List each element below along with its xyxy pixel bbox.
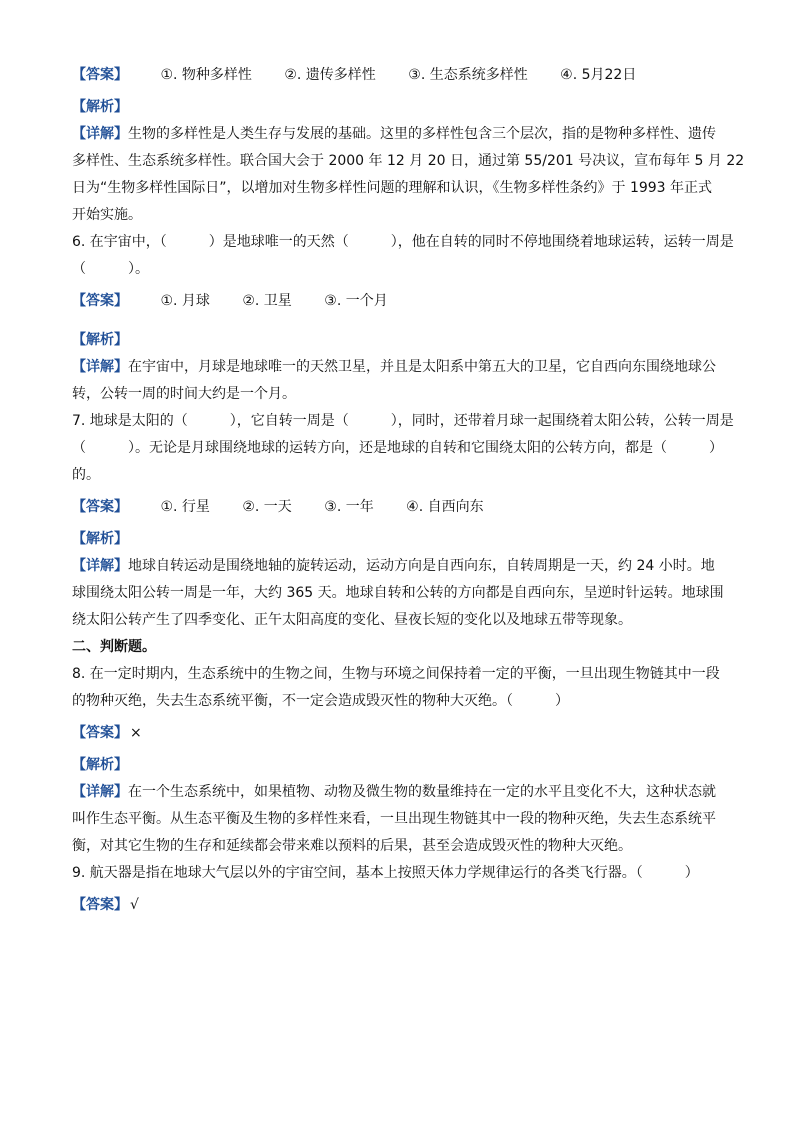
q7-answer-1: ①. 行星 xyxy=(160,499,210,515)
analysis-label: 【解析】 xyxy=(72,757,128,773)
q5-detail-line: 日为“生物多样性国际日”，以增加对生物多样性问题的理解和认识，《生物多样性条约》于 1993 年正式 xyxy=(72,180,713,196)
q8-analysis-heading xyxy=(72,752,722,779)
detail-label: 【详解】 xyxy=(72,126,128,142)
q7-detail-line: 地球自转运动是围绕地轴的旋转运动，运动方向是自西向东，自转周期是一天，约 24 小时。地 xyxy=(128,558,715,574)
q7-question-line: 7. 地球是太阳的（ ），它自转一周是（ ），同时，还带着月球一起围绕着太阳公转，公转一周是 xyxy=(72,413,734,429)
q5-analysis-heading xyxy=(72,94,722,121)
q5-answer-4: ④. 5月22日 xyxy=(560,67,637,83)
q7-answer-3: ③. 一年 xyxy=(324,499,374,515)
q8-answer-row xyxy=(72,720,722,747)
analysis-label: 【解析】 xyxy=(72,99,128,115)
section-title: 二、判断题。 xyxy=(72,639,156,655)
q7-answer-row xyxy=(72,494,722,521)
q5-answer-2: ②. 遗传多样性 xyxy=(284,67,376,83)
answer-label: 【答案】 xyxy=(72,499,128,515)
q5-detail xyxy=(72,121,745,229)
q6-question-line: （ ）。 xyxy=(72,261,149,277)
q5-detail-line: 开始实施。 xyxy=(72,207,142,223)
q6-detail-line: 在宇宙中，月球是地球唯一的天然卫星，并且是太阳系中第五大的卫星，它自西向东围绕地球公 xyxy=(128,359,716,375)
q8-answer-mark: × xyxy=(130,725,142,741)
q8-question-line: 的物种灭绝，失去生态系统平衡，不一定会造成毁灭性的物种大灭绝。（ ） xyxy=(72,693,569,709)
answer-label: 【答案】 xyxy=(72,725,128,741)
q6-answer-3: ③. 一个月 xyxy=(324,293,388,309)
q5-answer-3: ③. 生态系统多样性 xyxy=(408,67,528,83)
q5-detail-line: 生物的多样性是人类生存与发展的基础。这里的多样性包含三个层次，指的是物种多样性、遗传 xyxy=(128,126,716,142)
q8-question-line: 8. 在一定时期内，生态系统中的生物之间，生物与环境之间保持着一定的平衡，一旦出现生物链其中一段 xyxy=(72,666,720,682)
q7-detail-line: 绕太阳公转产生了四季变化、正午太阳高度的变化、昼夜长短的变化以及地球五带等现象。 xyxy=(72,612,632,628)
q7-question-line: （ ）。无论是月球围绕地球的运转方向，还是地球的自转和它围绕太阳的公转方向，都是（ ） xyxy=(72,440,723,456)
q5-detail-line: 多样性、生态系统多样性。联合国大会于 2000 年 12 月 20 日，通过第 55/201 号决议，宣布每年 5 月 22 xyxy=(72,153,745,169)
q6-analysis-heading xyxy=(72,327,722,354)
answer-label: 【答案】 xyxy=(72,67,128,83)
q9-answer-mark: √ xyxy=(130,897,139,913)
q8-detail-line: 衡，对其它生物的生存和延续都会带来难以预料的后果，甚至会造成毁灭性的物种大灭绝。 xyxy=(72,838,632,854)
q8-detail xyxy=(72,779,722,860)
detail-label: 【详解】 xyxy=(72,784,128,800)
q6-detail-line: 转，公转一周的时间大约是一个月。 xyxy=(72,386,296,402)
q6-answer-row xyxy=(72,288,722,315)
q7-analysis-heading xyxy=(72,526,722,553)
q6-answer-1: ①. 月球 xyxy=(160,293,210,309)
q7-question-line: 的。 xyxy=(72,467,100,483)
q7-answer-4: ④. 自西向东 xyxy=(406,499,484,515)
q7-answer-2: ②. 一天 xyxy=(242,499,292,515)
q9-question-line: 9. 航天器是指在地球大气层以外的宇宙空间，基本上按照天体力学规律运行的各类飞行器。（ ） xyxy=(72,865,699,881)
detail-label: 【详解】 xyxy=(72,558,128,574)
analysis-label: 【解析】 xyxy=(72,531,128,547)
q9-answer-row xyxy=(72,892,722,919)
q5-answer-1: ①. 物种多样性 xyxy=(160,67,252,83)
q6-detail xyxy=(72,354,722,408)
detail-label: 【详解】 xyxy=(72,359,128,375)
answer-label: 【答案】 xyxy=(72,897,128,913)
q7-detail-line: 球围绕太阳公转一周是一年，大约 365 天。地球自转和公转的方向都是自西向东，呈逆时针运转。地球围 xyxy=(72,585,724,601)
document-page xyxy=(72,62,745,919)
q6-answer-2: ②. 卫星 xyxy=(242,293,292,309)
q6-question-line: 6. 在宇宙中，（ ）是地球唯一的天然（ ），他在自转的同时不停地围绕着地球运转，运转一周是 xyxy=(72,234,734,250)
q5-answer-row xyxy=(72,62,722,89)
analysis-label: 【解析】 xyxy=(72,332,128,348)
answer-label: 【答案】 xyxy=(72,293,128,309)
q8-detail-line: 在一个生态系统中，如果植物、动物及微生物的数量维持在一定的水平且变化不大，这种状态就 xyxy=(128,784,716,800)
q8-detail-line: 叫作生态平衡。从生态平衡及生物的多样性来看，一旦出现生物链其中一段的物种灭绝，失去生态系统平 xyxy=(72,811,716,827)
q7-detail xyxy=(72,553,722,634)
